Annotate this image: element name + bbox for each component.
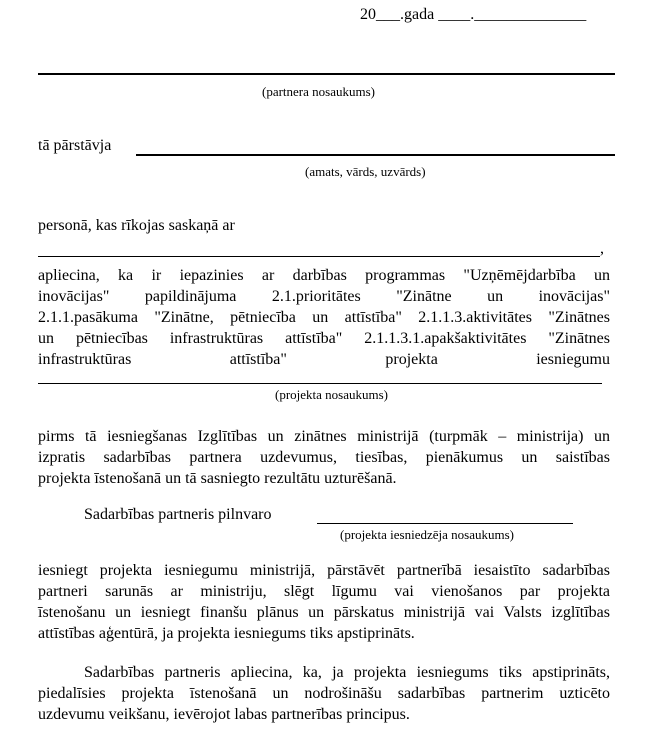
declaration-line: infrastruktūras attīstība" projekta iesniegumu — [38, 351, 610, 368]
ministry-paragraph — [38, 426, 610, 489]
final-line: uzdevumu veikšanu, ievērojot labas partnerības principus. — [38, 706, 410, 723]
submit-paragraph — [38, 560, 610, 644]
submit-line: attīstības aģentūrā, ja projekta iesniegums tiks apstiprināts. — [38, 625, 415, 642]
authority-comma: , — [600, 240, 604, 257]
project-caption: (projekta nosaukums) — [275, 387, 389, 402]
year-prefix: 20 — [360, 6, 376, 23]
date-line — [360, 6, 586, 24]
authorize-label: Sadarbības partneris pilnvaro — [84, 506, 272, 523]
month-blank: ______________ — [474, 6, 587, 23]
partner-caption: (partnera nosaukums) — [262, 84, 375, 99]
final-line: Sadarbības partneris apliecina, ka, ja projekta iesniegums tiks apstiprināts, — [84, 664, 610, 681]
project-name-line — [38, 383, 602, 384]
day-blank: ____ — [438, 6, 471, 23]
declaration-paragraph — [38, 265, 610, 370]
date-separator: . — [470, 6, 475, 23]
gada-label: .gada — [400, 6, 435, 23]
declaration-line: un pētniecības infrastruktūras attīstība" 2.1.1.3.1.apakšaktivitātes "Zinātnes — [38, 330, 610, 347]
year-blank: ___ — [376, 6, 400, 23]
ministry-line: pirms tā iesniegšanas Izglītības un zinātnes ministrijā (turpmāk – ministrija) un — [38, 428, 610, 445]
applicant-line — [317, 523, 573, 524]
declaration-line: apliecina, ka ir iepazinies ar darbības programmas "Uzņēmējdarbība un — [38, 267, 610, 284]
submit-line: iesniegt projekta iesniegumu ministrijā, pārstāvēt partnerībā iesaistīto sadarbības — [38, 562, 610, 579]
final-line: piedalīsies projekta īstenošanā un nodrošināšu sadarbības partnerim uzticēto — [38, 685, 610, 702]
ministry-line: projekta īstenošanā un tā sasniegto rezultātu uzturēšanā. — [38, 470, 397, 487]
person-text: personā, kas rīkojas saskaņā ar — [38, 217, 235, 234]
authority-line — [38, 256, 600, 257]
final-paragraph — [38, 662, 610, 725]
representative-line — [136, 154, 615, 156]
partner-name-line — [38, 73, 615, 75]
declaration-line: 2.1.1.pasākuma "Zinātne, pētniecība un attīstība" 2.1.1.3.aktivitātes "Zinātnes — [38, 309, 610, 326]
submit-line: īstenošanu un iesniegt finanšu plānus un pārskatus ministrijā vai Valsts izglītības — [38, 604, 610, 621]
representative-label: tā pārstāvja — [38, 137, 112, 154]
submit-line: partneri sarunās ar ministriju, slēgt līgumu vai vienošanos par projekta — [38, 583, 610, 600]
ministry-line: izpratis sadarbības partnera uzdevumus, tiesības, pienākumus un saistības — [38, 449, 610, 466]
applicant-caption: (projekta iesniedzēja nosaukums) — [340, 527, 514, 542]
representative-caption: (amats, vārds, uzvārds) — [305, 164, 426, 179]
declaration-line: inovācijas" papildinājuma 2.1.prioritātes "Zinātne un inovācijas" — [38, 288, 610, 305]
